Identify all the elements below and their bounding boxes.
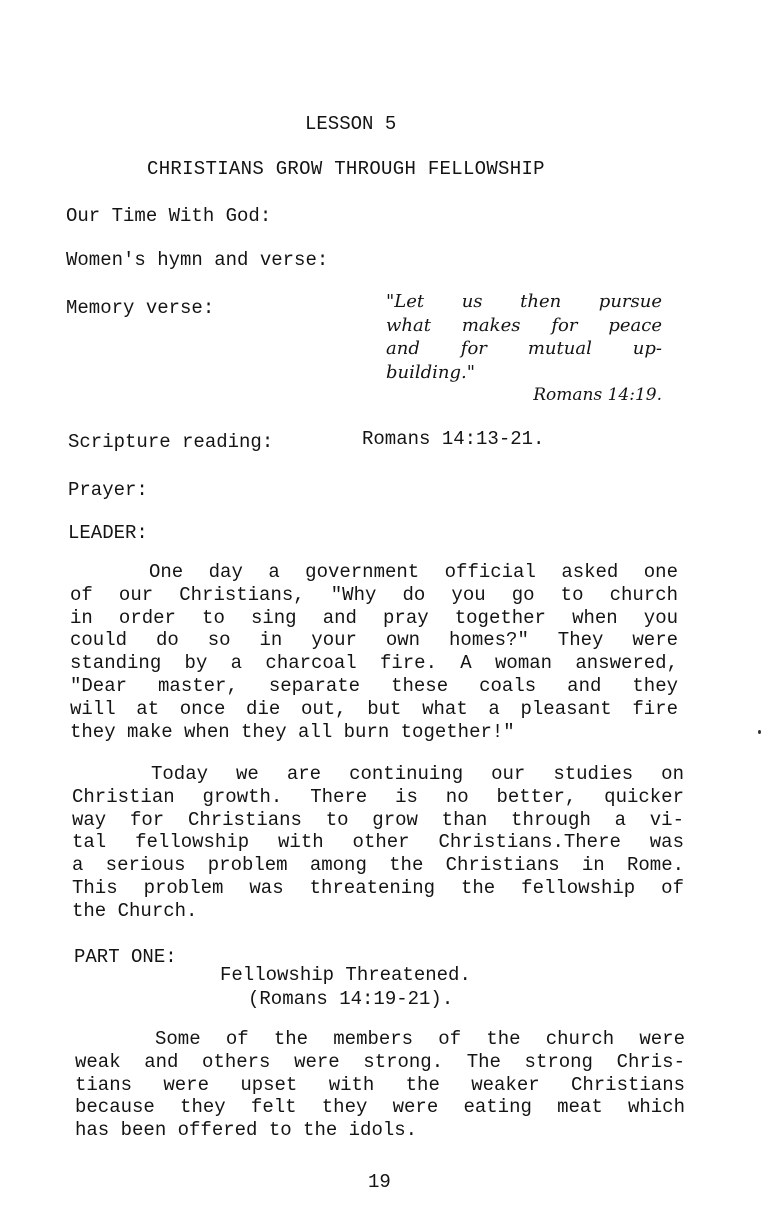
paragraph-line: weak and others were strong. The strong Chris-	[75, 1050, 685, 1073]
print-speck	[758, 730, 761, 734]
paragraph-line: because they felt they were eating meat which	[75, 1096, 685, 1119]
paragraph-line: Today we are continuing our studies on	[151, 763, 684, 785]
paragraph-line: will at once die out, but what a pleasant fire	[70, 697, 678, 720]
part-one-reference: (Romans 14:19-21).	[248, 988, 454, 1010]
memory-verse	[386, 290, 662, 408]
paragraph-line: they make when they all burn together!"	[70, 720, 515, 743]
paragraph-line: could do so in your own homes?" They were	[70, 629, 678, 652]
part-one-heading: Fellowship Threatened.	[220, 964, 471, 986]
paragraph-line: tal fellowship with other Christians.There was	[72, 831, 684, 854]
memory-verse-label: Memory verse:	[66, 297, 215, 319]
paragraph-line: "Dear master, separate these coals and they	[70, 674, 678, 697]
memory-verse-line: building."	[386, 361, 476, 383]
paragraph-line: has been offered to the idols.	[75, 1119, 418, 1142]
lesson-title: CHRISTIANS GROW THROUGH FELLOWSHIP	[147, 158, 545, 180]
leader-label: LEADER:	[68, 522, 148, 544]
paragraph-line: of our Christians, "Why do you go to church	[70, 583, 678, 606]
paragraph-line: Christian growth. There is no better, quicker	[72, 785, 684, 808]
paragraph-2	[72, 763, 684, 923]
paragraph-line: Some of the members of the church were	[155, 1028, 685, 1050]
memory-verse-line: "Let us then pursue	[386, 291, 662, 312]
paragraph-line: This problem was threatening the fellowship of	[72, 876, 684, 899]
paragraph-line: the Church.	[72, 899, 198, 922]
paragraph-line: tians were upset with the weaker Christians	[75, 1073, 685, 1096]
scripture-reading-value: Romans 14:13-21.	[362, 428, 545, 450]
paragraph-1	[70, 561, 678, 743]
hymn-label: Women's hymn and verse:	[66, 249, 329, 271]
page-number: 19	[368, 1171, 391, 1193]
part-one-label: PART ONE:	[74, 946, 177, 968]
paragraph-line: One day a government official asked one	[149, 561, 678, 583]
scripture-reading-label: Scripture reading:	[68, 431, 274, 453]
paragraph-line: standing by a charcoal fire. A woman answered,	[70, 652, 678, 675]
time-with-god-label: Our Time With God:	[66, 205, 272, 227]
paragraph-line: in order to sing and pray together when you	[70, 606, 678, 629]
paragraph-line: way for Christians to grow than through a vi-	[72, 808, 684, 831]
lesson-number: LESSON 5	[305, 113, 397, 135]
memory-verse-reference: Romans 14:19.	[533, 385, 662, 405]
memory-verse-line: and for mutual up-	[386, 338, 662, 359]
paragraph-3	[75, 1028, 685, 1142]
memory-verse-line: what makes for peace	[386, 314, 662, 336]
paragraph-line: a serious problem among the Christians in Rome.	[72, 854, 684, 877]
prayer-label: Prayer:	[68, 479, 148, 501]
